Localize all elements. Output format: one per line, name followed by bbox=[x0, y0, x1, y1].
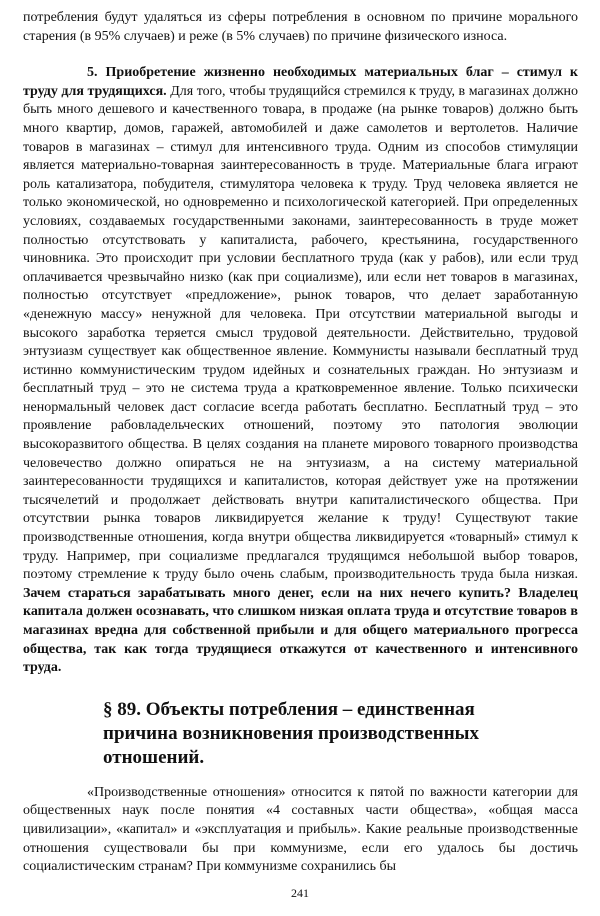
page-number: 241 bbox=[291, 886, 309, 900]
section-5-paragraph bbox=[23, 64, 578, 678]
section-5-bold-conclusion: Зачем стараться зарабатывать много денег, если на них нечего купить? Владелец капитала должен осознавать, что слишком низкая оплата труда и отсутствие товаров в магазинах вредна для собственной прибыли и для общего материального прогресса общества, так как тогда трудящиеся откажутся от качественного и интенсивного труда. bbox=[23, 585, 578, 676]
section-5-body: Для того, чтобы трудящийся стремился к труду, в магазинах должно быть много дешевого и качественного товара, в продаже (на рынке товаров) должно быть много квартир, домов, гаражей, автомобилей и даже самолетов и вертолетов. Наличие товаров в магазинах – стимул для интенсивного труда. Одним из способов стимуляции является материально-товарная заинтересованность в труде. Материальные блага играют роль катализатора, побудителя, стимулятора человека к труду. Труд человека является не только экономической, но одновременно и психологической категорией. При определенных условиях, создаваемых государственными законами, заинтересованность в труде может полностью отсутствовать у капиталиста, рабочего, крестьянина, государственного чиновника. Это происходит при условии бесплатного труда (как у рабов), или если труд оплачивается чрезвычайно низко (как при социализме), или если нет товаров в магазинах, полностью отсутствует «предложение», рынок товаров, что делает заработанную «денежную массу» ненужной для человека. При отсутствии материальной выгоды и высокого заработка теряется смысл трудовой деятельности. Действительно, трудовой энтузиазм существует как общественное явление. Коммунисты называли бесплатный труд истинно коммунистическим трудом идейных и сознательных граждан. Но энтузиазм и бесплатный труд – это не система труда а кратковременное явление. Только психически ненормальный человек даст согласие всегда работать бесплатно. Бесплатный труд – это проявление рабовладельческих отношений, поэтому это патология эволюции высокоразвитого общества. В целях создания на планете мирового товарного производства человечество должно опираться не на энтузиазм, а на систему материальной заинтересованности трудящихся и капиталистов, которая действует уже на протяжении тысячелетий и продолжает действовать внутри капиталистического общества. При отсутствии рынка товаров ликвидируется желание к труду! Существуют такие производственные отношения, когда внутри общества ликвидируется «товарный» стимул к труду. Например, при социализме предлагался трудящимся небольшой выбор товаров, поэтому стремление к труду было очень слабым, производительность труда была низкая. bbox=[23, 83, 578, 583]
section-heading: § 89. Объекты потребления – единственная причина возникновения производственных отношений. bbox=[103, 698, 480, 768]
section-5-title: 5. Приобретение жизненно необходимых материальных благ – стимул к труду для трудящихся. bbox=[23, 65, 578, 99]
last-paragraph: «Производственные отношения» относится к пятой по важности категории для общественных наук после понятия «4 составных части общества», «общая масса цивилизации», «капитал» и «эксплуатация и прибыль». Какие реальные производственные отношения существовали бы при коммунизме, если его удалось бы достичь социалистическим странам? При коммунизме сохранились бы bbox=[23, 784, 578, 875]
document-page bbox=[23, 9, 578, 877]
top-paragraph: потребления будут удаляться из сферы потребления в основном по причине морального старения (в 95% случаев) и реже (в 5% случаев) по причине физического износа. bbox=[23, 10, 578, 44]
